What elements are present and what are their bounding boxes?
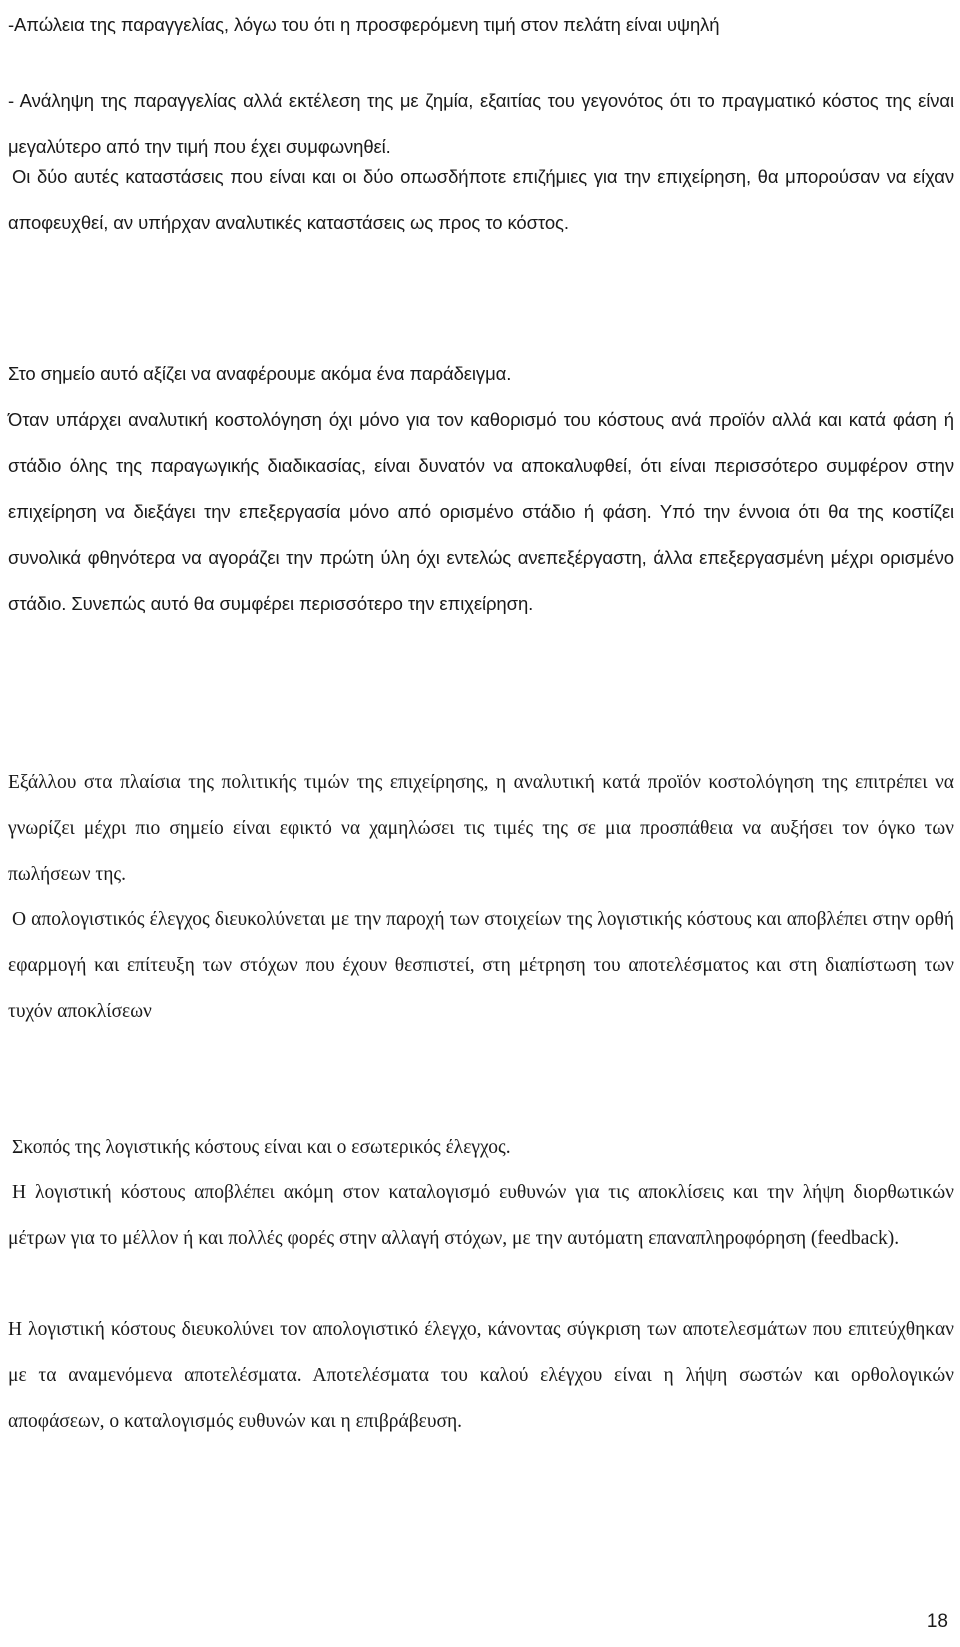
paragraph-another-example: Στο σημείο αυτό αξίζει να αναφέρουμε ακόμα ένα παράδειγμα. [8, 363, 512, 384]
paragraph-order-loss-cost: - Ανάληψη της παραγγελίας αλλά εκτέλεση της με ζημία, εξαιτίας του γεγονότος ότι το πραγματικό κόστος της είναι μεγαλύτερο από την τιμή που έχει συμφωνηθεί. [8, 90, 954, 157]
paragraph-order-loss: -Απώλεια της παραγγελίας, λόγω του ότι η προσφερόμενη τιμή στον πελάτη είναι υψηλή [8, 14, 720, 35]
page-number: 18 [926, 1611, 948, 1632]
paragraph-responsibility: Η λογιστική κόστους αποβλέπει ακόμη στον καταλογισμό ευθυνών για τις αποκλίσεις και την λήψη διορθωτικών μέτρων για το μέλλον ή και πολλές φορές στην αλλαγή στόχων, με την αυτόματη επαναπληροφόρηση (feedback). [8, 1182, 954, 1249]
paragraph-internal-control: Σκοπός της λογιστικής κόστους είναι και ο εσωτερικός έλεγχος. [12, 1137, 511, 1158]
paragraph-comparison-results: Η λογιστική κόστους διευκολύνει τον απολογιστικό έλεγχο, κάνοντας σύγκριση των αποτελεσμάτων που επιτεύχθηκαν με τα αναμενόμενα αποτελέσματα. Αποτελέσματα του καλού ελέγχου είναι η λήψη σωστών και ορθολογικών αποφάσεων, ο καταλογισμός ευθυνών και η επιβράβευση. [8, 1319, 954, 1432]
paragraph-audit-control: Ο απολογιστικός έλεγχος διευκολύνεται με την παροχή των στοιχείων της λογιστικής κόστους και αποβλέπει στην ορθή εφαρμογή και επίτευξη των στόχων που έχουν θεσπιστεί, στη μέτρηση του αποτελέσματος και στη διαπίστωση των τυχόν αποκλίσεων [8, 909, 954, 1022]
paragraph-two-situations: Οι δύο αυτές καταστάσεις που είναι και οι δύο οπωσδήποτε επιζήμιες για την επιχείρηση, θα μπορούσαν να είχαν αποφευχθεί, αν υπήρχαν αναλυτικές καταστάσεις ως προς το κόστος. [8, 166, 954, 233]
paragraph-analytic-costing: Όταν υπάρχει αναλυτική κοστολόγηση όχι μόνο για τον καθορισμό του κόστους ανά προϊόν αλλά και κατά φάση ή στάδιο όλης της παραγωγικής διαδικασίας, είναι δυνατόν να αποκαλυφθεί, ότι είναι περισσότερο συμφέρον στην επιχείρηση να διεξάγει την επεξεργασία μόνο από ορισμένο στάδιο ή φάση. Υπό την έννοια ότι θα της κοστίζει συνολικά φθηνότερα να αγοράζει την πρώτη ύλη όχι εντελώς ανεπεξέργαστη, άλλα επεξεργασμένη μέχρι ορισμένο στάδιο. Συνεπώς αυτό θα συμφέρει περισσότερο την επιχείρηση. [8, 409, 954, 614]
paragraph-pricing-policy: Εξάλλου στα πλαίσια της πολιτικής τιμών της επιχείρησης, η αναλυτική κατά προϊόν κοστολόγηση της επιτρέπει να γνωρίζει μέχρι πιο σημείο είναι εφικτό να χαμηλώσει τις τιμές της σε μια προσπάθεια να αυξήσει τον όγκο των πωλήσεων της. [8, 772, 954, 885]
